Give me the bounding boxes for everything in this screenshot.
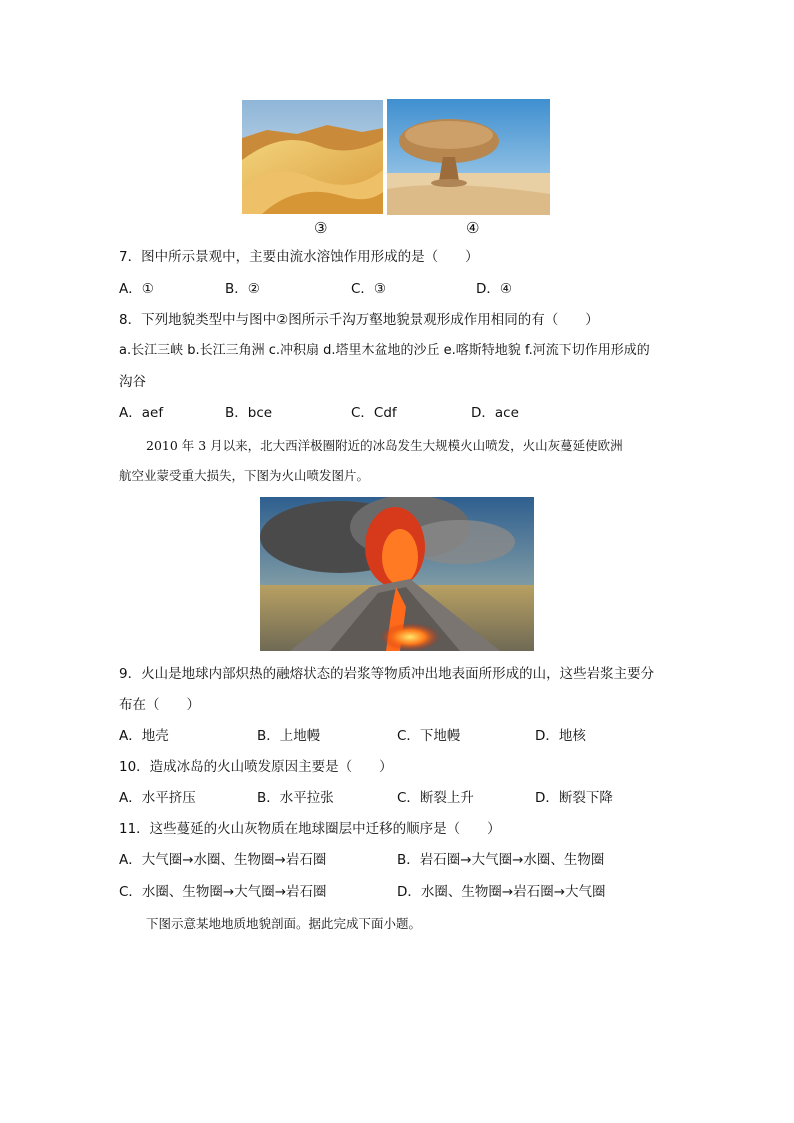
question-9-stem-line1: 9．火山是地球内部炽热的融熔状态的岩浆等物质冲出地表面所形成的山，这些岩浆主要分 bbox=[119, 666, 655, 682]
q8-option-a: A．aef bbox=[119, 405, 164, 421]
desert-dunes-photo bbox=[242, 100, 383, 214]
figure-label-4: ④ bbox=[466, 219, 480, 237]
q11-option-b: B．岩石圈→大气圈→水圈、生物圈 bbox=[397, 852, 605, 868]
q10-option-c: C．断裂上升 bbox=[397, 790, 474, 806]
q9-option-d: D．地核 bbox=[535, 728, 586, 744]
passage-1-line1: 2010 年 3 月以来，北大西洋极圈附近的冰岛发生大规模火山喷发，火山灰蔓延使欧洲 bbox=[146, 438, 623, 453]
q9-option-b: B．上地幔 bbox=[257, 728, 321, 744]
question-8-list-line2: 沟谷 bbox=[119, 374, 146, 390]
passage-2-line1: 下图示意某地地质地貌剖面。据此完成下面小题。 bbox=[146, 916, 422, 931]
mushroom-rock-photo bbox=[387, 99, 550, 215]
q7-option-c: C．③ bbox=[351, 281, 387, 297]
question-8-stem: 8．下列地貌类型中与图中②图所示千沟万壑地貌景观形成作用相同的有（ ） bbox=[119, 312, 599, 328]
q7-option-a: A．① bbox=[119, 281, 154, 297]
question-9-stem-line2: 布在（ ） bbox=[119, 697, 200, 713]
question-7-stem: 7．图中所示景观中，主要由流水溶蚀作用形成的是（ ） bbox=[119, 249, 479, 265]
q7-option-b: B．② bbox=[225, 281, 260, 297]
q10-option-d: D．断裂下降 bbox=[535, 790, 613, 806]
question-8-list-line1: a.长江三峡 b.长江三角洲 c.冲积扇 d.塔里木盆地的沙丘 e.喀斯特地貌 f.河流下切作用形成的 bbox=[119, 343, 650, 358]
q9-option-c: C．下地幔 bbox=[397, 728, 461, 744]
q10-option-b: B．水平拉张 bbox=[257, 790, 334, 806]
volcano-eruption-photo bbox=[260, 497, 534, 651]
q9-option-a: A．地壳 bbox=[119, 728, 169, 744]
passage-1-line2: 航空业蒙受重大损失，下图为火山喷发图片。 bbox=[119, 468, 370, 483]
q8-option-c: C．Cdf bbox=[351, 405, 397, 421]
q11-option-c: C．水圈、生物圈→大气圈→岩石圈 bbox=[119, 884, 327, 900]
figure-label-3: ③ bbox=[314, 219, 328, 237]
q11-option-a: A．大气圈→水圈、生物圈→岩石圈 bbox=[119, 852, 327, 868]
q8-option-b: B．bce bbox=[225, 405, 273, 421]
question-11-stem: 11．这些蔓延的火山灰物质在地球圈层中迁移的顺序是（ ） bbox=[119, 821, 501, 837]
question-10-stem: 10．造成冰岛的火山喷发原因主要是（ ） bbox=[119, 759, 393, 775]
q10-option-a: A．水平挤压 bbox=[119, 790, 196, 806]
q8-option-d: D．ace bbox=[471, 405, 519, 421]
q7-option-d: D．④ bbox=[476, 281, 512, 297]
q11-option-d: D．水圈、生物圈→岩石圈→大气圈 bbox=[397, 884, 606, 900]
